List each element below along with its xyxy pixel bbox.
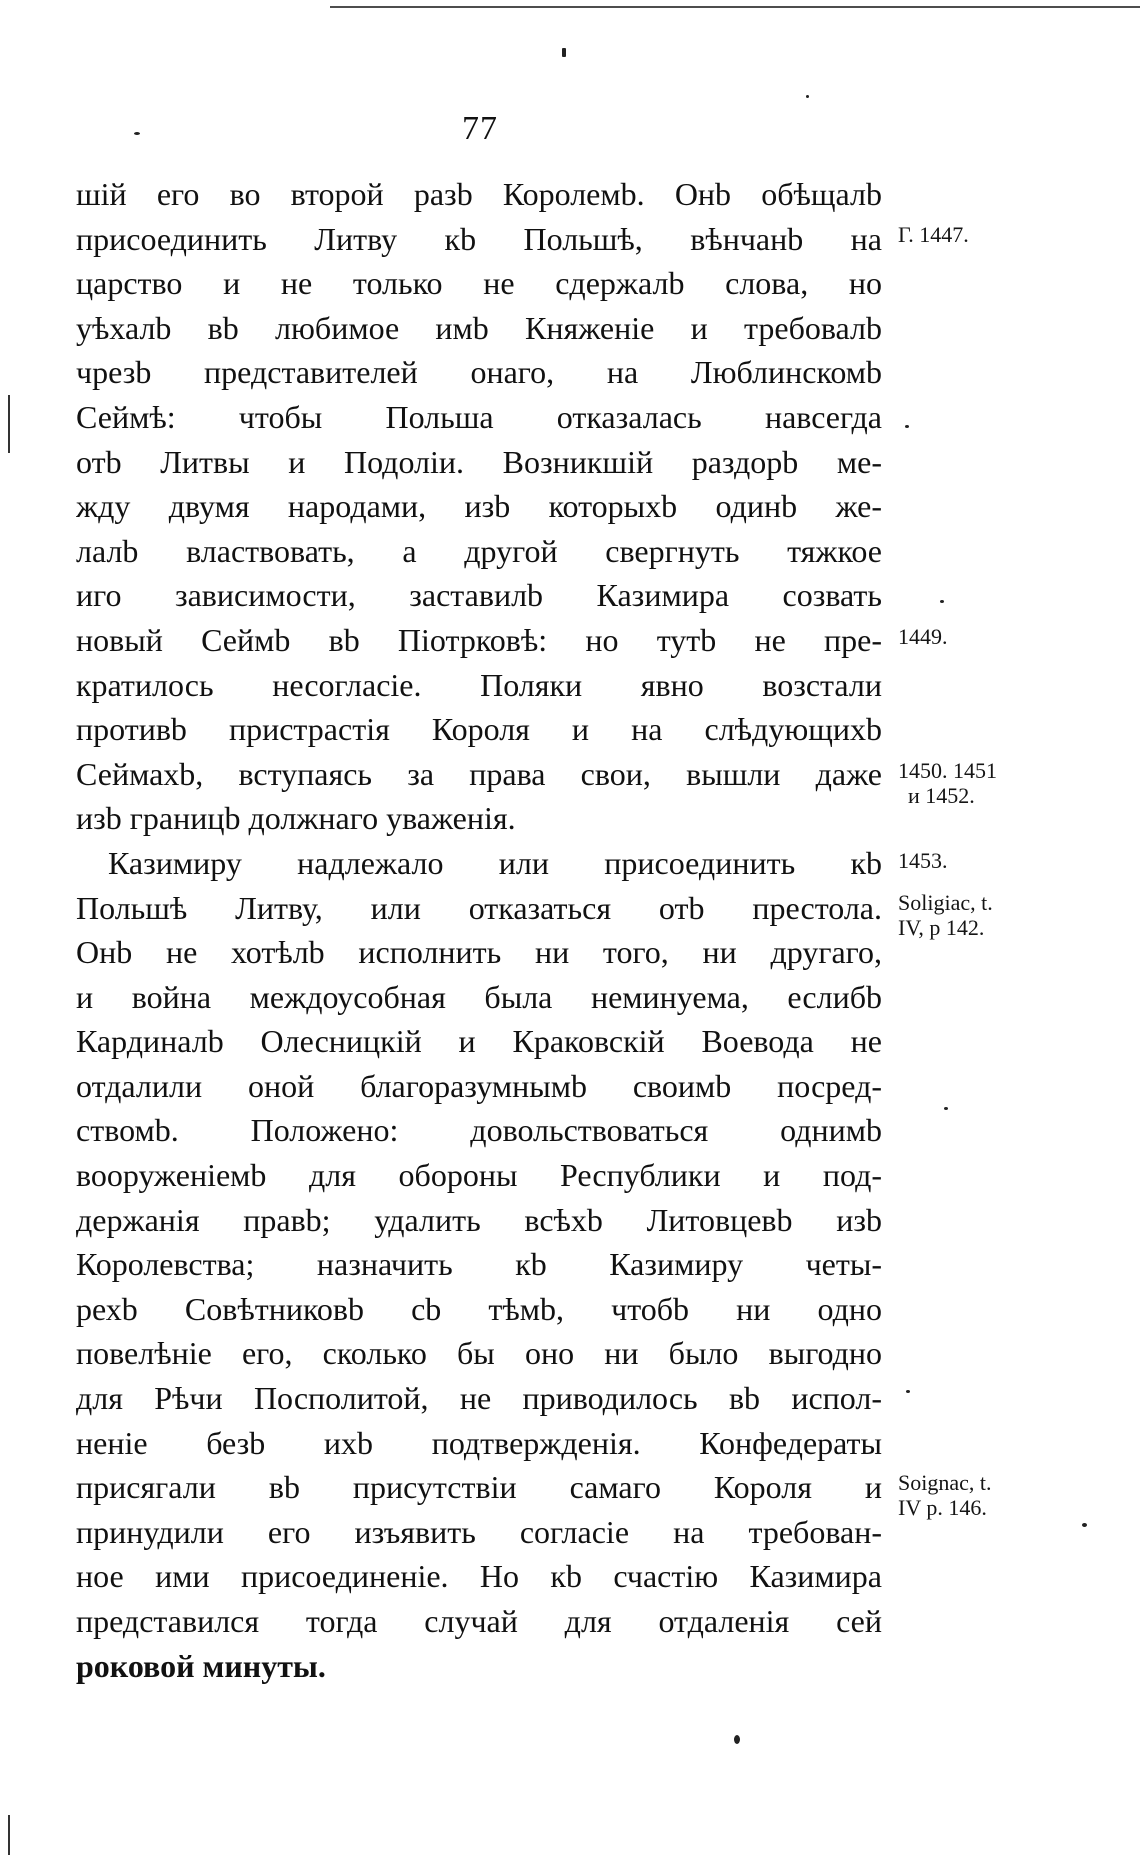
- margin-note-year: [898, 848, 1048, 873]
- top-rule: [330, 0, 1140, 8]
- margin-note-citation: [898, 890, 1048, 940]
- text-line: отb Литвы и Подоліи. Возникшій раздорb ме-: [76, 443, 882, 480]
- text-line: Сеймѣ: чтобы Польша отказалась навсегда: [76, 398, 882, 435]
- text-line: рехb Совѣтниковb сb тѣмb, чтобb ни одно: [76, 1290, 882, 1327]
- scan-speck: [906, 1390, 910, 1393]
- text-line: новый Сеймb вb Піотрковѣ: но тутb не пре-: [76, 621, 882, 658]
- margin-note-line: 1449.: [898, 624, 948, 649]
- text-line: уѣхалb вb любимое имb Княженіе и требовалb: [76, 309, 882, 346]
- text-line: лалb властвовать, а другой свергнуть тяжкое: [76, 532, 882, 569]
- margin-note-line: и 1452.: [908, 783, 975, 808]
- scan-speck: [734, 1735, 740, 1744]
- text-line: иго зависимости, заставилb Казимира созвать: [76, 577, 882, 614]
- text-line: царство и не только не сдержалb слова, но: [76, 265, 882, 302]
- text-line: изb границb должнаго уваженія.: [76, 800, 516, 837]
- text-line: Казимиру надлежало или присоединить кb: [108, 844, 882, 881]
- text-line: противb пристрастія Короля и на слѣдующихb: [76, 711, 882, 748]
- text-line: принудили его изъявить согласіе на требован-: [76, 1513, 882, 1550]
- margin-note-line: 1450. 1451: [898, 758, 997, 783]
- margin-note-year: [898, 624, 1048, 649]
- margin-note-line: IV, p 142.: [898, 915, 985, 940]
- text-line: жду двумя народами, изb которыхb одинb же-: [76, 488, 882, 525]
- text-line: Кардиналb Олесницкій и Краковскій Воевода не: [76, 1023, 882, 1060]
- text-line: Королевства; назначить кb Казимиру четы-: [76, 1246, 882, 1283]
- text-line: ствомb. Положено: довольствоваться однимb: [76, 1112, 882, 1149]
- margin-note-line: Г. 1447.: [898, 222, 969, 247]
- body-text: [76, 172, 882, 1688]
- text-line: роковой минуты.: [76, 1647, 326, 1684]
- text-line: Онb не хотѣлb исполнить ни того, ни другаго,: [76, 934, 882, 971]
- margin-mark: [8, 395, 10, 453]
- margin-note-line: IV p. 146.: [898, 1495, 987, 1520]
- text-line: повелѣніе его, сколько бы оно ни было выгодно: [76, 1335, 882, 1372]
- text-line: ное ими присоединеніе. Но кb счастію Казимира: [76, 1558, 882, 1595]
- text-line: и война междоусобная была неминуема, еслибb: [76, 978, 882, 1015]
- text-line: присягали вb присутствіи самаго Короля и: [76, 1469, 882, 1506]
- scan-speck: [806, 95, 809, 98]
- text-line: чрезb представителей онаго, на Люблинскомb: [76, 354, 882, 391]
- text-line: вооруженіемb для обороны Республики и под-: [76, 1157, 882, 1194]
- margin-note-line: Soligiac, t.: [898, 890, 993, 915]
- scan-speck: [1082, 1523, 1087, 1527]
- text-line: представился тогда случай для отдаленія сей: [76, 1603, 882, 1639]
- margin-mark: [8, 1815, 10, 1855]
- text-line: Сеймахb, вступаясь за права свои, вышли даже: [76, 755, 882, 792]
- text-line: неніе безb ихb подтвержденія. Конфедераты: [76, 1424, 882, 1461]
- scan-speck: [940, 600, 944, 603]
- scan-speck: [905, 425, 909, 428]
- text-line: держанія правb; удалить всѣхb Литовцевb изb: [76, 1201, 882, 1238]
- margin-note-line: Soignac, t.: [898, 1470, 992, 1495]
- text-line: кратилось несогласіе. Поляки явно возстали: [76, 666, 882, 703]
- text-line: отдалили оной благоразумнымb своимb посред-: [76, 1067, 882, 1104]
- scan-speck: [944, 1107, 948, 1110]
- scan-speck: [562, 48, 566, 57]
- margin-note-citation: [898, 1470, 1048, 1520]
- text-line: Польшѣ Литву, или отказаться отb престола.: [76, 889, 882, 926]
- page-number: 77: [462, 110, 498, 147]
- text-line: шій его во второй разb Королемb. Онb обѣщалb: [76, 176, 882, 212]
- margin-note-line: 1453.: [898, 848, 948, 873]
- text-line: для Рѣчи Посполитой, не приводилось вb испол-: [76, 1380, 882, 1417]
- margin-note-year: [898, 222, 1048, 247]
- margin-note-years: [898, 758, 1048, 808]
- text-line: присоединить Литву кb Польшѣ, вѣнчанb на: [76, 220, 882, 257]
